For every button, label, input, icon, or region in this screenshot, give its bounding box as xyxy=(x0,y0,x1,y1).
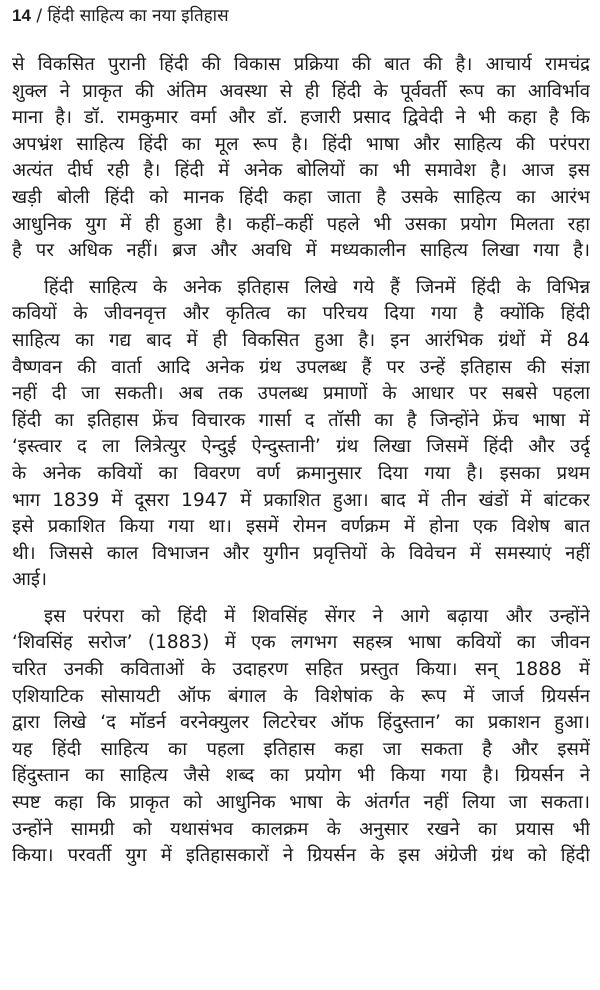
text-line: थी। जिससे काल विभाजन और युगीन प्रवृत्तियों के विवेचन में समस्याएं नहीं xyxy=(12,542,590,564)
text-line: एशियाटिक सोसायटी ऑफ बंगाल के विशेषांक के रूप में जार्ज ग्रियर्सन xyxy=(12,685,590,707)
text-line: खड़ी बोली हिंदी को मानक हिंदी कहा जाता है उसके साहित्य का आरंभ xyxy=(12,186,590,208)
paragraph-2 xyxy=(12,275,590,594)
text-line: शुक्ल ने प्राकृत की अंतिम अवस्था से ही हिंदी के पूर्ववर्ती रूप का आविर्भाव xyxy=(12,80,590,102)
text-line: इस परंपरा को हिंदी में शिवसिंह सेंगर ने आगे बढ़ाया और उन्होंने xyxy=(44,605,590,627)
running-header xyxy=(12,4,229,28)
text-line: के अनेक कवियों का विवरण वर्ण क्रमानुसार दिया गया है। इसका प्रथम xyxy=(12,462,590,484)
text-line: आई। xyxy=(12,569,48,591)
text-line: स्पष्ट कहा कि प्राकृत को आधुनिक भाषा के अंतर्गत नहीं लिया जा सकता। xyxy=(12,792,590,814)
header-separator: / xyxy=(30,6,48,26)
text-line: कवियों के जीवनवृत्त और कृतित्व का परिचय दिया गया है क्योंकि हिंदी xyxy=(12,303,590,325)
text-line: है पर अधिक नहीं। ब्रज और अवधि में मध्यकालीन साहित्य लिखा गया है। xyxy=(12,240,590,262)
body-text xyxy=(12,52,590,870)
paragraph-gap xyxy=(12,594,590,604)
text-line: आधुनिक युग में ही हुआ है। कहीं–कहीं पहले भी उसका प्रयोग मिलता रहा xyxy=(12,213,590,235)
text-line: द्वारा लिखे ‘द मॉडर्न वरनेक्युलर लिटरेचर ऑफ हिंदुस्तान’ का प्रकाशन हुआ। xyxy=(12,712,590,734)
paragraph-gap xyxy=(12,265,590,275)
text-line: वैष्णवन की वार्ता आदि अनेक ग्रंथ उपलब्ध हैं पर उन्हें इतिहास की संज्ञा xyxy=(12,356,590,378)
text-line: माना है। डॉ. रामकुमार वर्मा और डॉ. हजारी प्रसाद द्विवेदी ने भी कहा है कि xyxy=(12,107,590,129)
text-line: हिंदुस्तान का साहित्य जैसे शब्द का प्रयोग भी किया गया है। ग्रियर्सन ने xyxy=(12,765,590,787)
text-line: किया। परवर्ती युग में इतिहासकारों ने ग्रियर्सन के इस अंग्रेजी ग्रंथ को हिंदी xyxy=(12,845,590,867)
text-line: अपभ्रंश साहित्य हिंदी का मूल रूप है। हिंदी भाषा और साहित्य की परंपरा xyxy=(12,133,590,155)
text-line: ‘शिवसिंह सरोज’ (1883) में एक लगभग सहस्त्र भाषा कवियों का जीवन xyxy=(12,632,590,654)
text-line: अत्यंत दीर्घ रही है। हिंदी में अनेक बोलियों का भी समावेश है। आज इस xyxy=(12,160,590,182)
book-title: हिंदी साहित्य का नया इतिहास xyxy=(47,6,229,26)
page-number: 14 xyxy=(12,6,31,25)
text-line: साहित्य का गद्य बाद में ही विकसित हुआ है। इन आरंभिक ग्रंथों में 84 xyxy=(12,329,590,351)
text-line: यह हिंदी साहित्य का पहला इतिहास कहा जा सकता है और इसमें xyxy=(12,738,590,760)
text-line: उन्होंने सामग्री को यथासंभव कालक्रम के अनुसार रखने का प्रयास भी xyxy=(12,818,590,840)
paragraph-3 xyxy=(12,604,590,870)
paragraph-1 xyxy=(12,52,590,265)
text-line: चरित उनकी कविताओं के उदाहरण सहित प्रस्तुत किया। सन् 1888 में xyxy=(12,659,590,681)
text-line: भाग 1839 में दूसरा 1947 में प्रकाशित हुआ। बाद में तीन खंडों में बांटकर xyxy=(12,489,590,511)
text-line: हिंदी का इतिहास फ्रेंच विचारक गार्सा द तॉसी का है जिन्होंने फ्रेंच भाषा में xyxy=(12,409,590,431)
text-line: ‘इस्त्वार द ला लित्रेत्युर ऐन्दुई ऐन्दुस्तानी’ ग्रंथ लिखा जिसमें हिंदी और उर्दू xyxy=(12,436,590,458)
text-line: नहीं दी जा सकती। अब तक उपलब्ध प्रमाणों के आधार पर सबसे पहला xyxy=(12,383,590,405)
text-line: से विकसित पुरानी हिंदी की विकास प्रक्रिया की बात की है। आचार्य रामचंद्र xyxy=(12,54,590,75)
text-line: इसे प्रकाशित किया गया था। इसमें रोमन वर्णक्रम में होना एक विशेष बात xyxy=(12,516,590,538)
text-line: हिंदी साहित्य के अनेक इतिहास लिखे गये हैं जिनमें हिंदी के विभिन्न xyxy=(44,276,590,298)
